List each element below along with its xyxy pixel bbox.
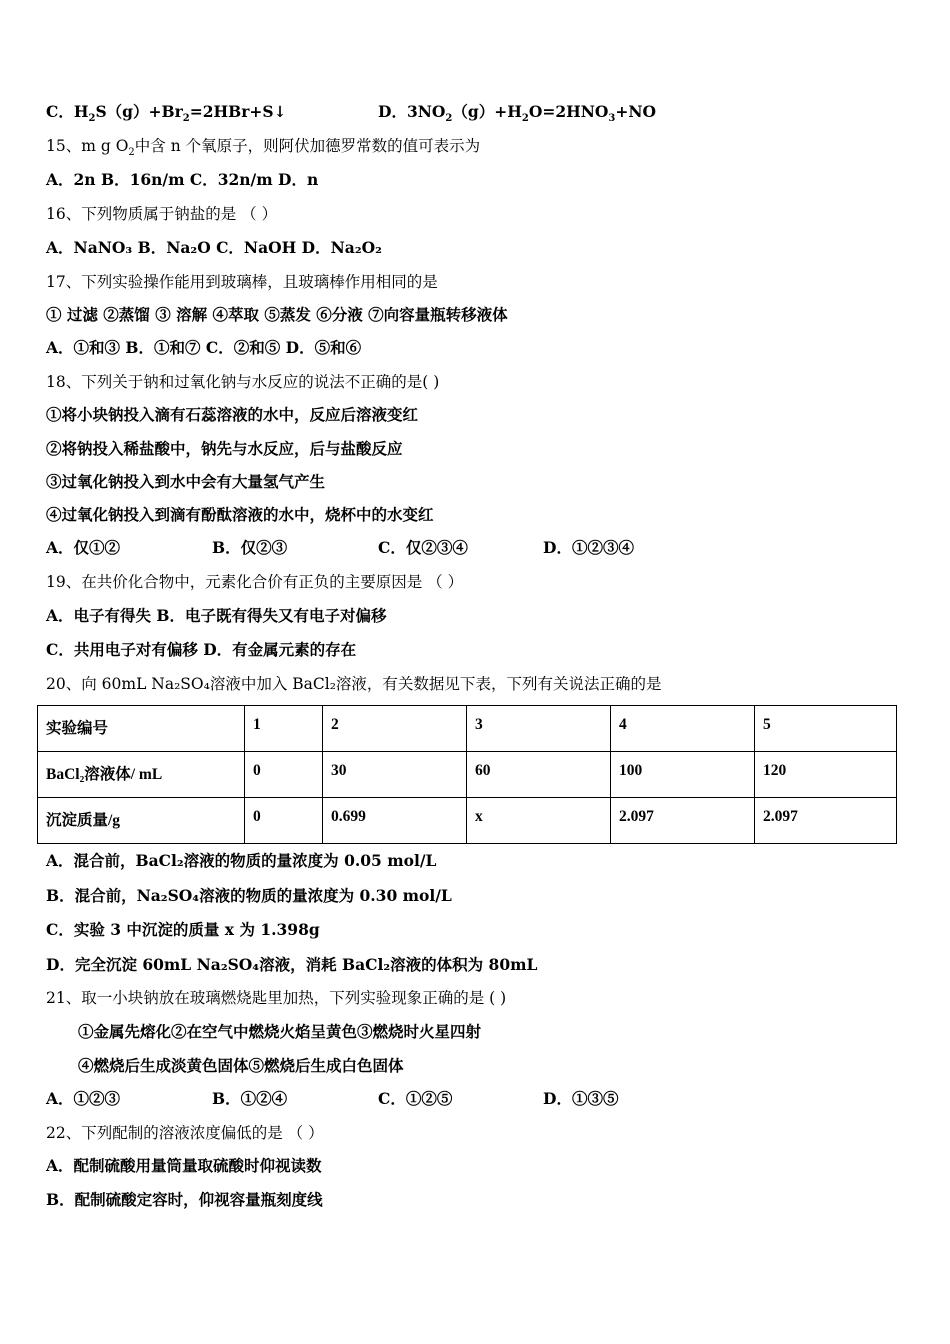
q20-option-b: B．混合前，Na₂SO₄溶液的物质的量浓度为 0.30 mol/L <box>46 886 452 905</box>
q18-option-c: C．仅②③④ <box>378 538 468 557</box>
q21-option-d: D．①③⑤ <box>543 1089 619 1108</box>
q18-stem: 18、下列关于钠和过氧化钠与水反应的说法不正确的是( ) <box>46 373 440 391</box>
table-cell: 0 <box>245 798 323 844</box>
q15-options: A．2n B．16n/m C．32n/m D．n <box>46 170 319 189</box>
table-cell: 1 <box>245 706 323 752</box>
table-cell: 30 <box>323 752 467 798</box>
table-cell: BaCl₂溶液体/ mL <box>38 752 245 798</box>
q20-option-c: C．实验 3 中沉淀的质量 x 为 1.398g <box>46 920 320 939</box>
table-row <box>38 798 897 844</box>
q20-option-d: D．完全沉淀 60mL Na₂SO₄溶液，消耗 BaCl₂溶液的体积为 80mL <box>46 955 538 974</box>
q21-option-a: A．①②③ <box>46 1089 121 1108</box>
table-cell: 4 <box>611 706 755 752</box>
q16-options: A．NaNO₃ B．Na₂O C．NaOH D．Na₂O₂ <box>46 238 382 257</box>
q19-options-cd: C．共用电子对有偏移 D．有金属元素的存在 <box>46 640 357 659</box>
q18-option-d: D．①②③④ <box>543 538 634 557</box>
table-cell: 2 <box>323 706 467 752</box>
q21-statement-2: ④燃烧后生成淡黄色固体⑤燃烧后生成白色固体 <box>78 1056 404 1075</box>
table-cell: 0 <box>245 752 323 798</box>
q18-statement-4: ④过氧化钠投入到滴有酚酞溶液的水中，烧杯中的水变红 <box>46 505 434 524</box>
q18-option-b: B．仅②③ <box>212 538 288 557</box>
table-cell: 100 <box>611 752 755 798</box>
table-cell: 2.097 <box>611 798 755 844</box>
q22-option-b: B．配制硫酸定容时，仰视容量瓶刻度线 <box>46 1190 323 1209</box>
q17-stem: 17、下列实验操作能用到玻璃棒，且玻璃棒作用相同的是 <box>46 273 438 291</box>
q22-stem: 22、下列配制的溶液浓度偏低的是 （ ） <box>46 1124 324 1142</box>
q20-option-a: A．混合前，BaCl₂溶液的物质的量浓度为 0.05 mol/L <box>46 851 437 870</box>
table-cell: 2.097 <box>755 798 897 844</box>
q20-data-table <box>37 705 897 844</box>
q21-statement-1: ①金属先熔化②在空气中燃烧火焰呈黄色③燃烧时火星四射 <box>78 1022 482 1041</box>
q18-statement-2: ②将钠投入稀盐酸中，钠先与水反应，后与盐酸反应 <box>46 439 403 458</box>
table-cell: 60 <box>467 752 611 798</box>
table-cell: 5 <box>755 706 897 752</box>
table-row <box>38 706 897 752</box>
q21-stem: 21、取一小块钠放在玻璃燃烧匙里加热，下列实验现象正确的是 ( ) <box>46 989 507 1007</box>
q20-stem: 20、向 60mL Na₂SO₄溶液中加入 BaCl₂溶液，有关数据见下表，下列有关说法正确的是 <box>46 675 662 693</box>
q14-option-c: C．$H_2S(g)+Br_2=2HBr+S↓$ <box>46 102 287 125</box>
table-row <box>38 752 897 798</box>
q17-items: ① 过滤 ②蒸馏 ③ 溶解 ④萃取 ⑤蒸发 ⑥分液 ⑦向容量瓶转移液体 <box>46 305 508 324</box>
q22-option-a: A．配制硫酸用量筒量取硫酸时仰视读数 <box>46 1156 322 1175</box>
q17-options: A．①和③ B．①和⑦ C．②和⑤ D．⑤和⑥ <box>46 338 362 357</box>
q19-options-ab: A．电子有得失 B．电子既有得失又有电子对偏移 <box>46 606 387 625</box>
q14-option-d: D．$3NO_2(g)+H_2O=2HNO_3+NO$ <box>378 102 657 125</box>
q18-statement-1: ①将小块钠投入滴有石蕊溶液的水中，反应后溶液变红 <box>46 405 419 424</box>
q18-statement-3: ③过氧化钠投入到水中会有大量氢气产生 <box>46 472 326 491</box>
q19-stem: 19、在共价化合物中，元素化合价有正负的主要原因是 （ ） <box>46 573 464 591</box>
q18-option-a: A．仅①② <box>46 538 121 557</box>
table-cell: 120 <box>755 752 897 798</box>
table-cell: 沉淀质量/g <box>38 798 245 844</box>
q21-option-c: C．①②⑤ <box>378 1089 453 1108</box>
q16-stem: 16、下列物质属于钠盐的是 （ ） <box>46 205 278 223</box>
table-cell: 3 <box>467 706 611 752</box>
q15-stem: 15、m g $O_2$中含 n 个氧原子，则阿伏加德罗常数的值可表示为 <box>46 137 481 159</box>
table-cell: 0.699 <box>323 798 467 844</box>
table-cell: 实验编号 <box>38 706 245 752</box>
q21-option-b: B．①②④ <box>212 1089 288 1108</box>
table-cell: x <box>467 798 611 844</box>
